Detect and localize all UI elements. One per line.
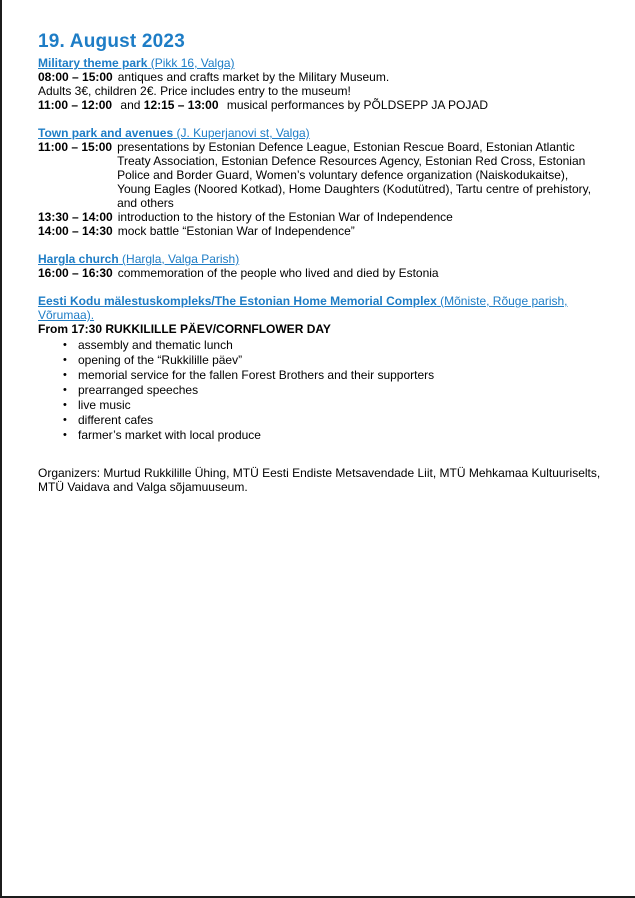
bullet-text: live music [78, 398, 131, 412]
bullet-icon: • [63, 354, 67, 366]
bullet-item [62, 368, 601, 383]
event-time: 11:00 – 12:00 [38, 98, 113, 112]
event-text: introduction to the history of the Estonian War of Independence [117, 210, 453, 224]
event-entry-market [38, 70, 601, 84]
event-entry-history [38, 210, 601, 224]
bullet-icon: • [63, 384, 67, 396]
event-time: 14:00 – 14:30 [38, 224, 113, 238]
section-military-theme-park [38, 56, 601, 112]
event-text: musical performances by PÕLDSEPP JA POJAD [223, 98, 489, 112]
bullet-item [62, 398, 601, 413]
bullet-item [62, 413, 601, 428]
bullet-icon: • [63, 429, 67, 441]
bullet-icon: • [63, 339, 67, 351]
bullet-icon: • [63, 414, 67, 426]
event-entry-music [38, 98, 601, 112]
bullet-text: memorial service for the fallen Forest Brothers and their supporters [78, 368, 435, 382]
bullet-text: opening of the “Rukkilille päev” [78, 353, 243, 367]
event-entry-mock-battle [38, 224, 601, 238]
event-time: 11:00 – 15:00 [38, 140, 113, 154]
event-text: presentations by Estonian Defence League, Estonian Rescue Board, Estonian Atlantic Treaty Association, Estonian Defence Resources Agency, Estonian Red Cross, Estonian Police and Border Guard, Women’s voluntary defence organization (Naiskodukaitse), Young Eagles (Noored Kotkad), Home Daughters (Kodutütred), Tartu centre of prehistory, and others [117, 140, 592, 210]
event-text: mock battle “Estonian War of Independence” [117, 224, 355, 238]
venue-name: Hargla church [38, 252, 119, 266]
bullet-icon: • [63, 369, 67, 381]
event-text: commemoration of the people who lived and died by Estonia [117, 266, 439, 280]
cornflower-day-headline: From 17:30 RUKKILILLE PÄEV/CORNFLOWER DAY [38, 322, 331, 336]
venue-location: (J. Kuperjanovi st, Valga) [176, 126, 310, 140]
venue-location: (Pikk 16, Valga) [150, 56, 235, 70]
bullet-text: farmer’s market with local produce [78, 428, 261, 442]
event-entry-commemoration [38, 266, 601, 280]
venue-location: (Hargla, Valga Parish) [122, 252, 240, 266]
venue-name: Town park and avenues [38, 126, 174, 140]
venue-name: Eesti Kodu mälestuskompleks/The Estonian Home Memorial Complex [38, 294, 437, 308]
event-entry-presentations [38, 140, 601, 210]
bullet-item [62, 383, 601, 398]
bullet-text: different cafes [78, 413, 154, 427]
bullet-item [62, 353, 601, 368]
event-time: 12:15 – 13:00 [143, 98, 219, 112]
venue-location: (Mõniste, Rõuge parish, Võrumaa). [38, 294, 568, 322]
section-town-park [38, 126, 601, 238]
page-title: 19. August 2023 [38, 31, 185, 52]
venue-name: Military theme park [38, 56, 148, 70]
event-text: antiques and crafts market by the Military Museum. [117, 70, 390, 84]
organizers-paragraph: Organizers: Murtud Rukkilille Ühing, MTÜ Eesti Endiste Metsavendade Liit, MTÜ Mehkamaa Kultuuriselts, MTÜ Vaidava and Valga sõjamuuseum. [38, 466, 601, 494]
event-time: 16:00 – 16:30 [38, 266, 113, 280]
venue-link-estonian-home-memorial[interactable] [38, 294, 601, 322]
bullet-icon: • [63, 399, 67, 411]
section-hargla-church [38, 252, 601, 280]
pricing-note: Adults 3€, children 2€. Price includes entry to the museum! [38, 84, 351, 98]
venue-link-hargla-church[interactable] [38, 252, 601, 266]
event-text-conjunction: and [117, 98, 144, 112]
bullet-text: assembly and thematic lunch [78, 338, 233, 352]
venue-link-town-park[interactable] [38, 126, 601, 140]
cornflower-day-bullet-list [62, 338, 601, 443]
event-time: 13:30 – 14:00 [38, 210, 113, 224]
bullet-text: prearranged speeches [78, 383, 199, 397]
venue-link-military-theme-park[interactable] [38, 56, 601, 70]
section-estonian-home-memorial [38, 294, 601, 443]
page-content [38, 31, 601, 494]
bullet-item [62, 338, 601, 353]
bullet-item [62, 428, 601, 443]
event-time: 08:00 – 15:00 [38, 70, 113, 84]
